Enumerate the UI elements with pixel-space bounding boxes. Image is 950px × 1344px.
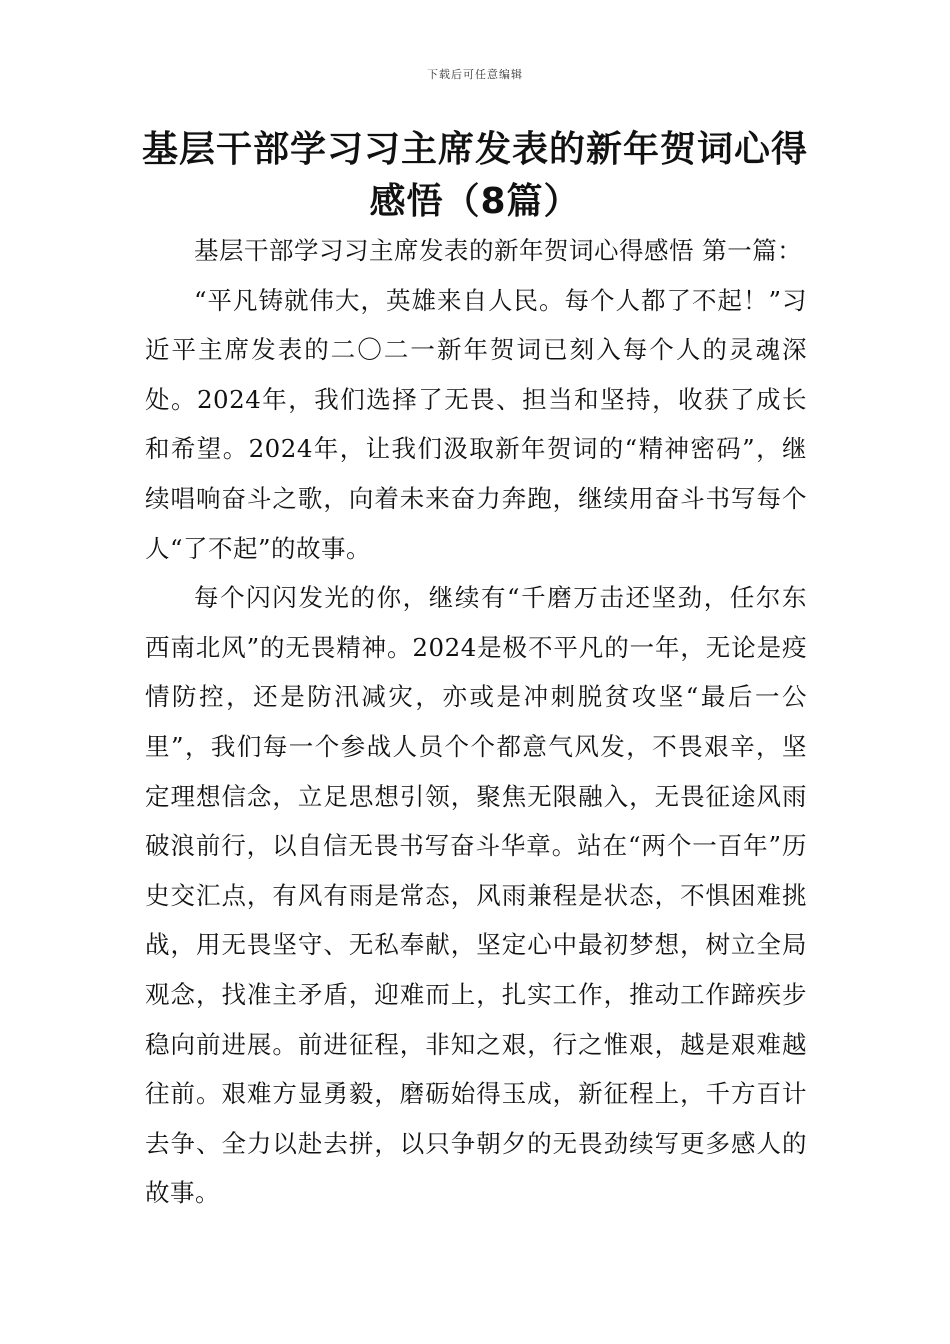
document-title: 基层干部学习习主席发表的新年贺词心得感悟（8篇）	[141, 129, 808, 222]
header-note: 下载后可任意编辑	[427, 68, 523, 81]
paragraph-1: “平凡铸就伟大，英雄来自人民。每个人都了不起！”习近平主席发表的二〇二一新年贺词已刻入每个人的灵魂深处。2024年，我们选择了无畏、担当和坚持，收获了成长和希望。2024年，让我们汲取新年贺词的“精神密码”，继续唱响奋斗之歌，向着未来奋力奔跑，继续用奋斗书写每个人“了不起”的故事。	[145, 285, 807, 563]
document-body	[145, 226, 807, 1218]
section-heading: 基层干部学习习主席发表的新年贺词心得感悟 第一篇：	[194, 236, 803, 265]
paragraph-2: 每个闪闪发光的你，继续有“千磨万击还坚劲，任尔东西南北风”的无畏精神。2024是极不平凡的一年，无论是疫情防控，还是防汛减灾，亦或是冲刺脱贫攻坚“最后一公里”，我们每一个参战人员个个都意气风发，不畏艰辛，坚定理想信念，立足思想引领，聚焦无限融入，无畏征途风雨破浪前行，以自信无畏书写奋斗华章。站在“两个一百年”历史交汇点，有风有雨是常态，风雨兼程是状态，不惧困难挑战，用无畏坚守、无私奉献，坚定心中最初梦想，树立全局观念，找准主矛盾，迎难而上，扎实工作，推动工作蹄疾步稳向前进展。前进征程，非知之艰，行之惟艰，越是艰难越往前。艰难方显勇毅，磨砺始得玉成，新征程上，千方百计去争、全力以赴去拼，以只争朝夕的无畏劲续写更多感人的故事。	[145, 583, 807, 1208]
